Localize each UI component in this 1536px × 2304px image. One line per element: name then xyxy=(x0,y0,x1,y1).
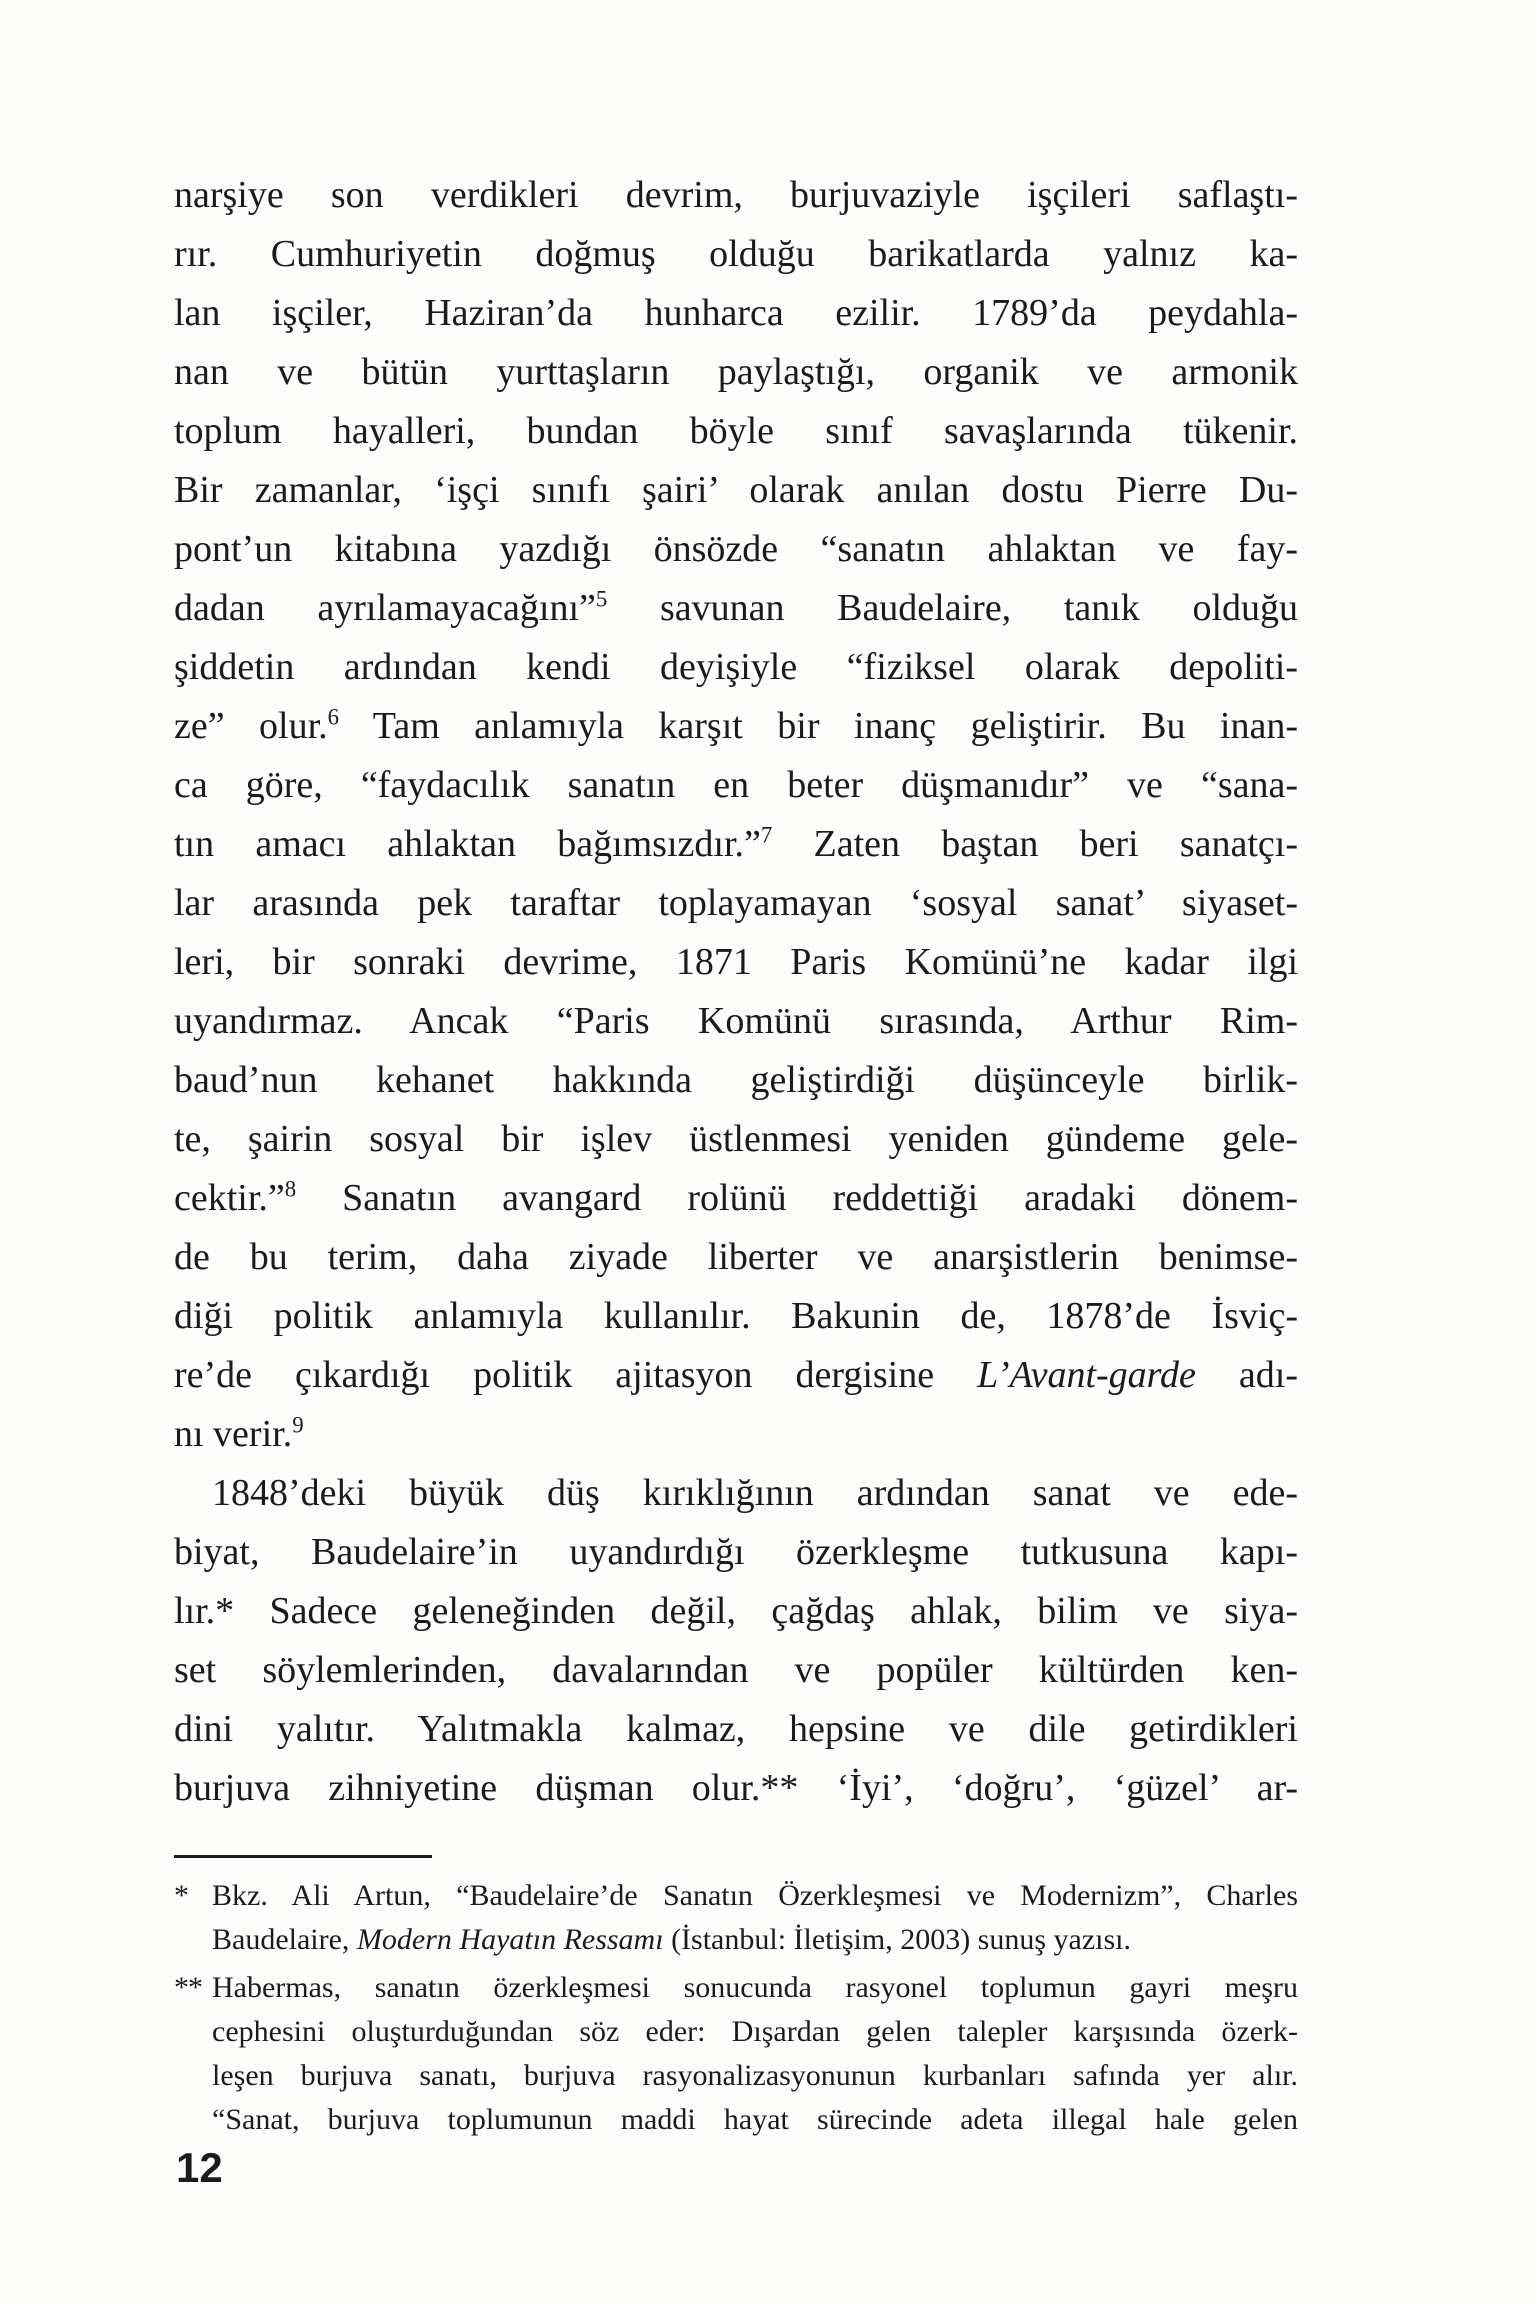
text-line: baud’nun kehanet hakkında geliştirdiği düşünceyle birlik- xyxy=(174,1059,1298,1101)
text-line: dadan ayrılamayacağını”$^5$ savunan Baudelaire, tanık olduğu xyxy=(174,586,1298,629)
text-line: pont’un kitabına yazdığı önsözde “sanatın ahlaktan ve fay- xyxy=(174,528,1298,570)
text-line: nan ve bütün yurttaşların paylaştığı, organik ve armonik xyxy=(174,351,1298,393)
text-line: cektir.”$^8$ Sanatın avangard rolünü reddettiği aradaki dönem- xyxy=(174,1176,1298,1219)
footnote-reference: 5 xyxy=(595,586,608,612)
text-line: te, şairin sosyal bir işlev üstlenmesi yeniden gündeme gele- xyxy=(174,1118,1298,1160)
text-line: lan işçiler, Haziran’da hunharca ezilir. 1789’da peydahla- xyxy=(174,292,1298,334)
footnote-marker: ** xyxy=(174,1971,202,2004)
text-line: lar arasında pek taraftar toplayamayan ‘sosyal sanat’ siyaset- xyxy=(174,882,1298,924)
text-line: rır. Cumhuriyetin doğmuş olduğu barikatlarda yalnız ka- xyxy=(174,233,1298,275)
text-line: re’de çıkardığı politik ajitasyon dergisine L’Avant-garde adı- xyxy=(174,1354,1298,1396)
text-line: de bu terim, daha ziyade liberter ve anarşistlerin benimse- xyxy=(174,1236,1298,1278)
text-line: biyat, Baudelaire’in uyandırdığı özerkleşme tutkusuna kapı- xyxy=(174,1531,1298,1573)
text-line: set söylemlerinden, davalarından ve popüler kültürden ken- xyxy=(174,1649,1298,1691)
text-line: Bir zamanlar, ‘işçi sınıfı şairi’ olarak anılan dostu Pierre Du- xyxy=(174,469,1298,511)
text-line: leri, bir sonraki devrime, 1871 Paris Komünü’ne kadar ilgi xyxy=(174,941,1298,983)
text-line: diği politik anlamıyla kullanılır. Bakunin de, 1878’de İsviç- xyxy=(174,1295,1298,1337)
text-line: nı verir.$^9$ xyxy=(174,1412,304,1455)
footnote-separator xyxy=(174,1855,432,1858)
text-line: burjuva zihniyetine düşman olur.** ‘İyi’, ‘doğru’, ‘güzel’ ar- xyxy=(174,1767,1298,1809)
footnote-reference: 7 xyxy=(760,822,773,848)
text-line: toplum hayalleri, bundan böyle sınıf savaşlarında tükenir. xyxy=(174,410,1298,452)
text-line: tın amacı ahlaktan bağımsızdır.”$^7$ Zaten baştan beri sanatçı- xyxy=(174,822,1298,865)
footnote xyxy=(174,1966,1298,2142)
text-line: Habermas, sanatın özerkleşmesi sonucunda rasyonel toplumun gayri meşru xyxy=(212,1971,1298,2004)
italic-title: Modern Hayatın Ressamı xyxy=(356,1923,664,1956)
text-line: uyandırmaz. Ancak “Paris Komünü sırasında, Arthur Rim- xyxy=(174,1000,1298,1042)
text-line: Bkz. Ali Artun, “Baudelaire’de Sanatın Özerkleşmesi ve Modernizm”, Charles xyxy=(212,1879,1298,1912)
text-line: dini yalıtır. Yalıtmakla kalmaz, hepsine ve dile getirdikleri xyxy=(174,1708,1298,1750)
footnotes-section xyxy=(174,1874,1298,2142)
text-line: 1848’deki büyük düş kırıklığının ardından sanat ve ede- xyxy=(212,1472,1298,1514)
text-line: narşiye son verdikleri devrim, burjuvaziyle işçileri saflaştı- xyxy=(174,174,1298,216)
text-line: “Sanat, burjuva toplumunun maddi hayat sürecinde adeta illegal hale gelen xyxy=(212,2103,1298,2136)
footnote xyxy=(174,1874,1298,1962)
text-line: ze” olur.$^6$ Tam anlamıyla karşıt bir inanç geliştirir. Bu inan- xyxy=(174,704,1298,747)
text-line: şiddetin ardından kendi deyişiyle “fiziksel olarak depoliti- xyxy=(174,646,1298,688)
body-text xyxy=(174,166,1298,1818)
text-line: Baudelaire, Modern Hayatın Ressamı (İstanbul: İletişim, 2003) sunuş yazısı. xyxy=(212,1923,1132,1956)
text-line: cephesini oluşturduğundan söz eder: Dışardan gelen talepler karşısında özerk- xyxy=(212,2015,1298,2048)
text-line: lır.* Sadece geleneğinden değil, çağdaş ahlak, bilim ve siya- xyxy=(174,1590,1298,1632)
footnote-reference: 9 xyxy=(292,1412,304,1438)
footnote-marker: * xyxy=(174,1879,188,1912)
text-line: ca göre, “faydacılık sanatın en beter düşmanıdır” ve “sana- xyxy=(174,764,1298,806)
footnote-reference: 8 xyxy=(284,1176,297,1202)
footnote-reference: 6 xyxy=(327,704,340,730)
text-line: leşen burjuva sanatı, burjuva rasyonalizasyonunun kurbanları safında yer alır. xyxy=(212,2059,1298,2092)
page-number: 12 xyxy=(176,2144,223,2191)
italic-title: L’Avant-garde xyxy=(977,1354,1196,1396)
